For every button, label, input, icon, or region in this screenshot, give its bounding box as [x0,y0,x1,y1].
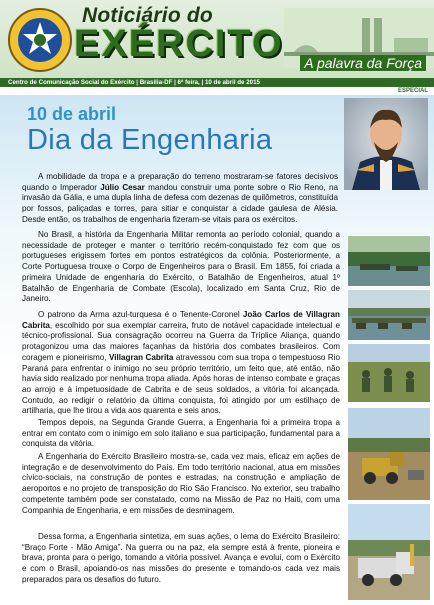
portrait-villagran-cabrita [344,98,428,190]
article-paragraph-6: Dessa forma, a Engenharia sintetiza, em suas ações, o lema do Exército Brasileiro: “Braço Forte - Mão Amiga”. Na guerra ou na paz, ela sempre está à frente, pioneira e brava, pronta para o perigo, tomando a vitória possível. Avança e evolui, com o Exército e com o Brasil, apoiando-os nas missões do presente e tomando-os cada vez mais preparados para os desafios do futuro. [22,532,340,584]
brand-slogan: A palavra da Força [300,55,426,71]
photo-river-crossing [347,235,431,287]
brand-logo-text: EXÉRCITO [74,23,284,65]
info-bar-text: Centro de Comunicação Social do Exército | Brasília-DF | 6ª feira, | 10 de abril de 2015 [8,79,260,86]
info-bar [0,78,434,87]
edition-badge: ESPECIAL [397,88,428,94]
article-paragraph-4: Tempos depois, na Segunda Grande Guerra, a Engenharia foi a primeira tropa a entrar em contato com o inimigo em solo italiano e sua participação, fundamental para a conquista da vitória. [22,418,340,449]
photo-bridge-boats [347,289,431,341]
article-paragraph-1: A mobilidade da tropa e a preparação do terreno mostraram-se fatores decisivos quando o Imperador Júlio Cesar mandou construir uma ponte sobre o Rio Reno, na invasão da Gália, e uma dupla linha de defesa com dezenas de quilômetros, constituída por fossos, paliçadas e torres, para sitiar e conquistar a cidade gaulesa de Alésia. Desde então, os trabalhos de engenharia fizeram-se vitais para os exércitos. [22,172,338,224]
army-emblem-icon [6,4,74,74]
photo-construction-vehicles [347,503,431,601]
photo-road-machinery [347,407,431,501]
brand-kicker: Noticiário do [82,4,213,27]
article-paragraph-3: O patrono da Arma azul-turquesa é o Tenente-Coronel João Carlos de Villagran Cabrita, escolhido por sua exemplar carreira, fruto de notável capacidade intelectual e técnico-profissional. Sua consagração ocorreu na Guerra da Tríplice Aliança, quando protagonizou uma das maiores façanhas da história dos combates brasileiros. Com coragem e pioneirismo, Villagran Cabrita atravessou com sua tropa o tempestuoso Rio Paraná para enfrentar o inimigo no seu próprio território, um feito que, até então, não havia sido realizado por nenhuma tropa aliada. Após horas de intenso combate e graças ao arrojo e à impetuosidade de Cabrita e de seus soldados, a vitória foi alcançada. Contudo, ao redigir o relatório da última conquista, foi atingido por um estilhaço de artilharia, que lhe tirou a vida aos quarenta e seis anos. [22,310,340,416]
masthead [0,0,434,94]
article-paragraph-2: No Brasil, a história da Engenharia Militar remonta ao período colonial, quando a necessidade de proteger e manter o território recém-conquistado fez com que os portugueses erigissem fortes em pontos estratégicos da colônia. Posteriormente, a Corte Portuguesa trouxe o Corpo de Engenheiros para o Brasil. Em 1855, foi criada a primeira Unidade de engenharia do Exército, o Batalhão de Engenheiros, atual 1º Batalhão de Engenharia de Combate (Escola), localizado em Santa Cruz, Rio de Janeiro. [22,230,340,304]
article-title: Dia da Engenharia [27,124,273,156]
article-date: 10 de abril [27,104,117,124]
photo-engineer-troops [347,343,431,403]
article-paragraph-5: A Engenharia do Exército Brasileiro mostra-se, cada vez mais, eficaz em ações de integração e de desenvolvimento do País. Em todo território nacional, atua em missões cívico-sociais, na construção de pontes e estradas, na construção e ampliação de aeroportos e no projeto de transposição do Rio São Francisco. No exterior, seu trabalho competente também pode ser constatado, como na Missão de Paz no Haiti, com uma Companhia de Engenharia, e em missões de desminagem. [22,452,340,515]
